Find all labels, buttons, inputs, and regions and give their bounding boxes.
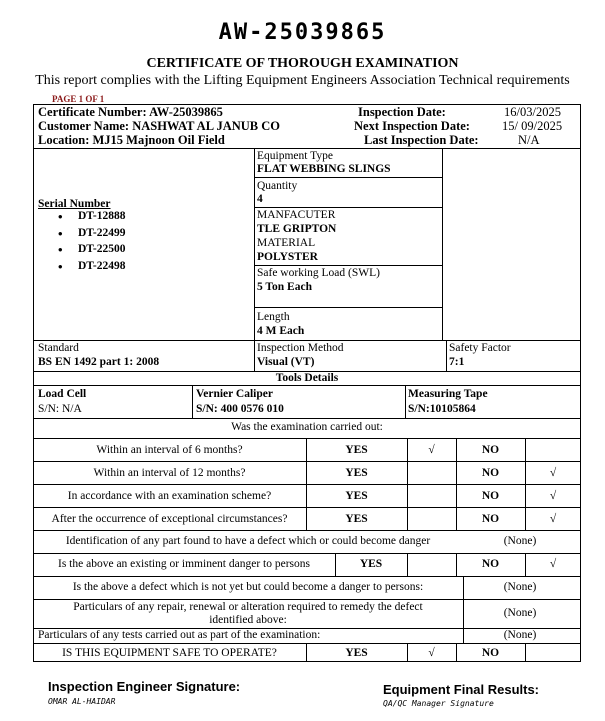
repair-question-line1: Particulars of any repair, renewal or alteration required to remedy the defect <box>73 601 423 613</box>
serial-number-label: Serial Number <box>38 198 111 210</box>
qaqc-signature-label: QA/QC Manager Signature <box>383 699 494 708</box>
measuring-tape-label: Measuring Tape <box>408 388 488 400</box>
measuring-tape-sn: S/N:10105864 <box>408 403 476 415</box>
exam-heading: Was the examination carried out: <box>231 421 383 433</box>
equipment-type-label: Equipment Type <box>257 150 333 162</box>
safe-check-mark: √ <box>428 647 435 659</box>
serial-number-item: • DT-22499 <box>58 227 126 244</box>
swl-value: 5 Ton Each <box>257 281 312 293</box>
exam-question-12-months: Within an interval of 12 months? <box>93 467 246 479</box>
inspection-method-value: Visual (VT) <box>257 356 315 368</box>
serial-number-list <box>58 210 126 276</box>
defect-answer: (None) <box>503 535 537 547</box>
quantity-value: 4 <box>257 193 263 205</box>
repair-answer: (None) <box>503 607 537 619</box>
equipment-type-value: FLAT WEBBING SLINGS <box>257 163 391 175</box>
document-subtitle: This report complies with the Lifting Equipment Engineers Association Technical requirements <box>35 73 570 88</box>
next-inspection-date: 15/ 09/2025 <box>502 119 563 133</box>
defect-question: Identification of any part found to have a defect which or could become danger <box>65 535 431 547</box>
page-indicator: PAGE 1 OF 1 <box>52 94 105 104</box>
exam-no-label: NO <box>481 513 500 525</box>
quantity-label: Quantity <box>257 180 298 192</box>
tests-answer: (None) <box>503 629 537 641</box>
inspection-date: 16/03/2025 <box>504 105 561 119</box>
last-inspection-label: Last Inspection Date: <box>364 133 479 147</box>
tools-heading: Tools Details <box>275 372 339 384</box>
material-label: MATERIAL <box>257 237 316 249</box>
tests-question: Particulars of any tests carried out as part of the examination: <box>38 629 321 641</box>
material-value: POLYSTER <box>257 251 318 263</box>
exam-yes-label: YES <box>345 444 368 456</box>
exam-yes-label: YES <box>345 490 368 502</box>
serial-number-item: • DT-22500 <box>58 243 126 260</box>
repair-question-line2: identified above: <box>209 614 287 626</box>
safety-factor-value: 7:1 <box>449 356 465 368</box>
safe-no-label: NO <box>481 647 500 659</box>
danger-yes-label: YES <box>359 558 383 570</box>
length-label: Length <box>257 311 290 323</box>
next-inspection-label: Next Inspection Date: <box>354 119 470 133</box>
exam-yes-label: YES <box>345 513 368 525</box>
load-cell-sn: S/N: N/A <box>38 403 82 415</box>
manufacturer-value: TLE GRIPTON <box>257 223 337 235</box>
inspection-method-label: Inspection Method <box>257 342 344 354</box>
engineer-name: OMAR AL-HAIDAR <box>48 697 116 706</box>
yes-check-mark: √ <box>428 444 435 456</box>
future-defect-answer: (None) <box>503 581 537 593</box>
no-check-mark: √ <box>549 490 557 502</box>
inspection-date-label: Inspection Date: <box>358 105 446 119</box>
exam-question-6-months: Within an interval of 6 months? <box>96 444 243 456</box>
customer-name: Customer Name: NASHWAT AL JANUB CO <box>38 119 281 133</box>
no-check-mark: √ <box>549 513 557 525</box>
exam-no-label: NO <box>481 490 500 502</box>
standard-label: Standard <box>38 342 79 354</box>
document-title: CERTIFICATE OF THOROUGH EXAMINATION <box>146 56 459 71</box>
certificate-number: Certificate Number: AW-25039865 <box>38 105 223 119</box>
exam-yes-label: YES <box>345 467 368 479</box>
length-value: 4 M Each <box>257 325 305 337</box>
exam-no-label: NO <box>481 444 500 456</box>
safe-to-operate-question: IS THIS EQUIPMENT SAFE TO OPERATE? <box>62 647 277 659</box>
exam-no-label: NO <box>481 467 500 479</box>
future-defect-question: Is the above a defect which is not yet but could become a danger to persons: <box>72 581 424 593</box>
safety-factor-label: Safety Factor <box>449 342 511 354</box>
load-cell-label: Load Cell <box>38 388 87 400</box>
no-check-mark: √ <box>549 467 557 479</box>
certificate-number-heading: AW-25039865 <box>218 20 387 45</box>
swl-label: Safe working Load (SWL) <box>257 267 380 279</box>
standard-value: BS EN 1492 part 1: 2008 <box>38 356 160 368</box>
danger-question: Is the above an existing or imminent danger to persons <box>58 558 310 570</box>
serial-number-item: • DT-22498 <box>58 260 126 277</box>
exam-question-exceptional: After the occurrence of exceptional circumstances? <box>51 513 288 525</box>
danger-no-label: NO <box>481 558 500 570</box>
engineer-signature-label: Inspection Engineer Signature: <box>48 679 241 694</box>
last-inspection-date: N/A <box>518 133 540 147</box>
safe-yes-label: YES <box>345 647 368 659</box>
danger-check-mark: √ <box>549 558 557 570</box>
vernier-label: Vernier Caliper <box>196 388 273 400</box>
location: Location: MJ15 Majnoon Oil Field <box>38 133 225 147</box>
manufacturer-label: MANFACUTER <box>257 209 336 221</box>
serial-number-item: • DT-12888 <box>58 210 126 227</box>
exam-question-scheme: In accordance with an examination scheme? <box>67 490 272 502</box>
vernier-sn: S/N: 400 0576 010 <box>196 403 284 415</box>
final-results-label: Equipment Final Results: <box>383 682 540 697</box>
